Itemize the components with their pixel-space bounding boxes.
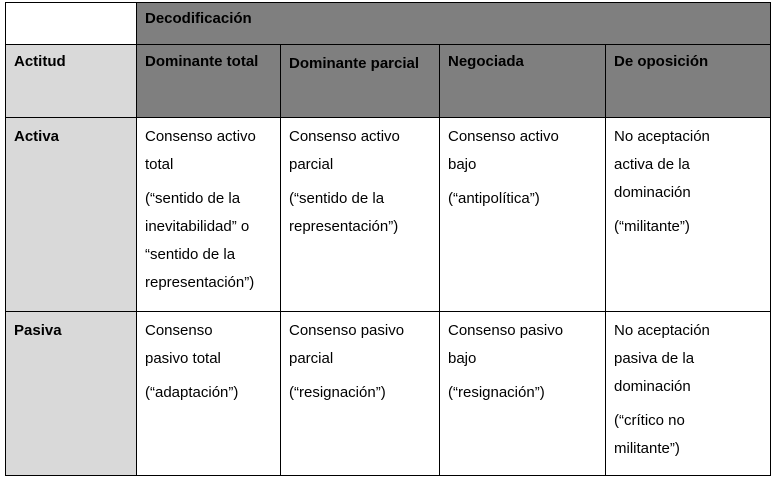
cell-text-line: activa de la (614, 156, 690, 173)
cell-text-line: Consenso pasivo (289, 322, 405, 339)
cell-note-line: (“antipolítica”) (448, 190, 540, 207)
cell-note-line: (“militante”) (614, 218, 690, 235)
cell-note-line: (“sentido de la (145, 190, 241, 207)
column-header-dominante-parcial: Dominante parcial (281, 45, 440, 118)
cell-text-line: No aceptación (614, 322, 710, 339)
decodificacion-header: Decodificación (137, 3, 771, 45)
cell-text-line: parcial (289, 350, 334, 367)
table-row-pasiva (6, 312, 771, 476)
cell-text-line: Consenso activo (448, 128, 559, 145)
cell-note-line: (“adaptación”) (145, 384, 239, 401)
cell-text-line: bajo (448, 156, 477, 173)
cell-note-line: militante”) (614, 440, 680, 457)
cell-note-line: “sentido de la (145, 246, 236, 263)
cell-text-line: pasiva de la (614, 350, 695, 367)
cell-note-line: (“sentido de la (289, 190, 385, 207)
cell-text-line: dominación (614, 184, 691, 201)
table-header-row-1 (6, 3, 771, 45)
cell-text-line: pasivo total (145, 350, 221, 367)
table-cell (440, 118, 606, 312)
cell-note-line: inevitabilidad” o (145, 218, 250, 235)
cell-text-line: bajo (448, 350, 477, 367)
table-row-activa (6, 118, 771, 312)
cell-note-line: representación”) (289, 218, 399, 235)
corner-empty-cell (6, 3, 137, 45)
actitud-header: Actitud (6, 45, 137, 118)
table-cell (440, 312, 606, 476)
column-header-negociada: Negociada (440, 45, 606, 118)
table-cell (606, 312, 771, 476)
cell-note-line: (“resignación”) (289, 384, 386, 401)
cell-note-line: (“resignación”) (448, 384, 545, 401)
cell-text-line: No aceptación (614, 128, 710, 145)
cell-text-line: Consenso pasivo (448, 322, 564, 339)
decoding-table (5, 2, 771, 476)
column-header-dominante-total: Dominante total (137, 45, 281, 118)
cell-text-line: Consenso activo (145, 128, 256, 145)
column-header-de-oposicion: De oposición (606, 45, 771, 118)
table-header-row-2 (6, 45, 771, 118)
row-label-pasiva: Pasiva (6, 312, 137, 476)
cell-note-line: (“crítico no (614, 412, 685, 429)
table-cell (281, 312, 440, 476)
row-label-activa: Activa (6, 118, 137, 312)
table-cell (137, 312, 281, 476)
table-cell (137, 118, 281, 312)
cell-text-line: Consenso (145, 322, 213, 339)
cell-text-line: parcial (289, 156, 334, 173)
table-cell (281, 118, 440, 312)
cell-text-line: dominación (614, 378, 691, 395)
cell-note-line: representación”) (145, 274, 255, 291)
table-cell (606, 118, 771, 312)
cell-text-line: total (145, 156, 174, 173)
cell-text-line: Consenso activo (289, 128, 400, 145)
